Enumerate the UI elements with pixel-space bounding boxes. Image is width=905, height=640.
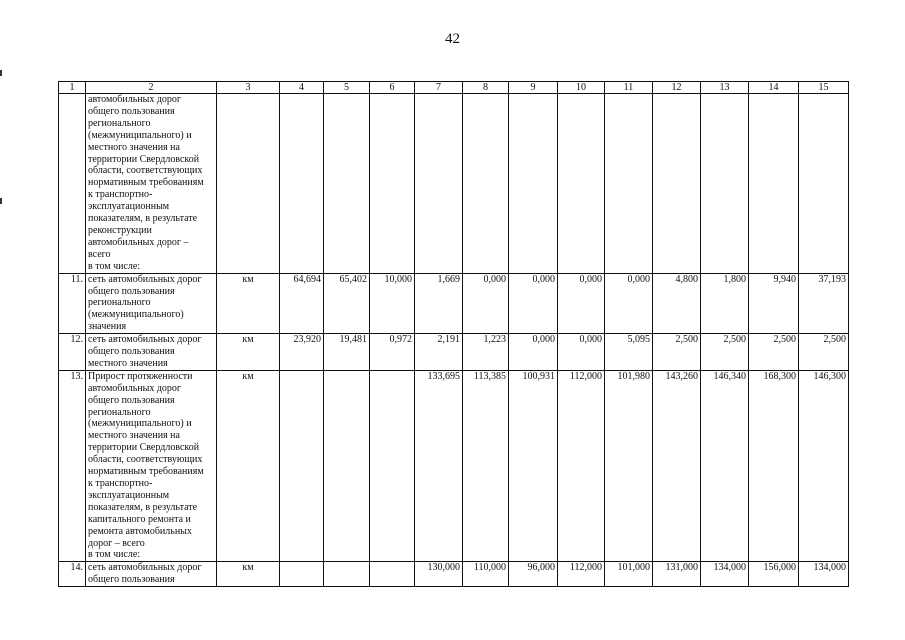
table-row bbox=[59, 334, 849, 371]
description-line: местного значения на bbox=[88, 141, 180, 153]
description-line: нормативным требованиям bbox=[88, 177, 204, 189]
row-description bbox=[86, 370, 217, 562]
row-description bbox=[86, 334, 217, 371]
description-line: к транспортно- bbox=[88, 478, 153, 489]
value-cell bbox=[799, 94, 849, 274]
unit-cell: км bbox=[217, 334, 280, 371]
value-cell: 4,800 bbox=[653, 273, 701, 334]
value-cell: 5,095 bbox=[605, 334, 653, 371]
unit-cell: км bbox=[217, 562, 280, 587]
unit-cell bbox=[217, 94, 280, 274]
description-line: сеть автомобильных дорог bbox=[88, 562, 202, 574]
value-cell: 112,000 bbox=[558, 562, 605, 587]
row-number: 11. bbox=[59, 273, 86, 334]
description-line: области, соответствующих bbox=[88, 454, 203, 466]
row-description bbox=[86, 94, 217, 274]
description-line: (межмуниципального) и bbox=[88, 418, 192, 430]
value-cell: 1,223 bbox=[463, 334, 509, 371]
description-line: общего пользования bbox=[88, 105, 175, 117]
value-cell: 0,000 bbox=[605, 273, 653, 334]
value-cell: 9,940 bbox=[749, 273, 799, 334]
description-line: в том числе: bbox=[88, 260, 141, 272]
value-cell: 146,340 bbox=[701, 370, 749, 562]
value-cell: 101,980 bbox=[605, 370, 653, 562]
value-cell bbox=[280, 562, 324, 587]
value-cell: 23,920 bbox=[280, 334, 324, 371]
row-number bbox=[59, 94, 86, 274]
description-line: области, соответствующих bbox=[88, 165, 203, 177]
table-row bbox=[59, 273, 849, 334]
page-number: 42 bbox=[445, 31, 460, 47]
value-cell: 10,000 bbox=[370, 273, 415, 334]
description-line: сеть автомобильных дорог bbox=[88, 273, 202, 285]
value-cell: 64,694 bbox=[280, 273, 324, 334]
value-cell bbox=[509, 94, 558, 274]
value-cell: 65,402 bbox=[324, 273, 370, 334]
column-header: 5 bbox=[324, 82, 370, 94]
value-cell: 112,000 bbox=[558, 370, 605, 562]
value-cell: 2,191 bbox=[415, 334, 463, 371]
description-line: Прирост протяженности bbox=[88, 370, 193, 382]
value-cell bbox=[605, 94, 653, 274]
value-cell: 143,260 bbox=[653, 370, 701, 562]
description-line: ремонта автомобильных bbox=[88, 525, 192, 537]
row-description bbox=[86, 273, 217, 334]
unit-cell: км bbox=[217, 273, 280, 334]
value-cell: 2,500 bbox=[653, 334, 701, 371]
unit-cell: км bbox=[217, 370, 280, 562]
description-line: (межмуниципального) bbox=[88, 309, 184, 321]
value-cell: 100,931 bbox=[509, 370, 558, 562]
row-number: 14. bbox=[59, 562, 86, 587]
value-cell: 1,669 bbox=[415, 273, 463, 334]
column-header: 13 bbox=[701, 82, 749, 94]
column-header: 10 bbox=[558, 82, 605, 94]
value-cell: 0,000 bbox=[558, 334, 605, 371]
column-header: 7 bbox=[415, 82, 463, 94]
value-cell: 110,000 bbox=[463, 562, 509, 587]
value-cell: 19,481 bbox=[324, 334, 370, 371]
column-header: 4 bbox=[280, 82, 324, 94]
data-table bbox=[58, 81, 849, 587]
row-number: 13. bbox=[59, 370, 86, 562]
value-cell bbox=[370, 94, 415, 274]
value-cell bbox=[415, 94, 463, 274]
value-cell bbox=[653, 94, 701, 274]
column-header: 1 bbox=[59, 82, 86, 94]
value-cell: 96,000 bbox=[509, 562, 558, 587]
row-number: 12. bbox=[59, 334, 86, 371]
value-cell bbox=[280, 94, 324, 274]
description-line: территории Свердловской bbox=[88, 153, 200, 165]
value-cell: 2,500 bbox=[749, 334, 799, 371]
description-line: к транспортно- bbox=[88, 189, 153, 201]
value-cell bbox=[324, 562, 370, 587]
value-cell bbox=[463, 94, 509, 274]
value-cell: 1,800 bbox=[701, 273, 749, 334]
column-header: 8 bbox=[463, 82, 509, 94]
description-line: автомобильных дорог bbox=[88, 94, 182, 105]
value-cell bbox=[324, 370, 370, 562]
description-line: сеть автомобильных дорог bbox=[88, 334, 202, 346]
table-row bbox=[59, 370, 849, 562]
description-line: автомобильных дорог bbox=[88, 382, 182, 394]
description-line: общего пользования bbox=[88, 346, 175, 358]
value-cell: 0,000 bbox=[509, 334, 558, 371]
description-line: регионального bbox=[88, 297, 151, 309]
description-line: автомобильных дорог – bbox=[88, 236, 189, 248]
table-row bbox=[59, 562, 849, 587]
description-line: значения bbox=[88, 321, 127, 333]
description-line: реконструкции bbox=[88, 224, 152, 236]
value-cell: 134,000 bbox=[799, 562, 849, 587]
column-header: 3 bbox=[217, 82, 280, 94]
value-cell: 134,000 bbox=[701, 562, 749, 587]
column-header: 2 bbox=[86, 82, 217, 94]
value-cell: 113,385 bbox=[463, 370, 509, 562]
description-line: в том числе: bbox=[88, 549, 141, 561]
header-row bbox=[59, 82, 849, 94]
value-cell: 133,695 bbox=[415, 370, 463, 562]
description-line: местного значения на bbox=[88, 430, 180, 442]
description-line: всего bbox=[88, 248, 111, 260]
value-cell: 146,300 bbox=[799, 370, 849, 562]
description-line: показателям, в результате bbox=[88, 501, 198, 513]
value-cell bbox=[749, 94, 799, 274]
description-line: нормативным требованиям bbox=[88, 466, 204, 478]
column-header: 9 bbox=[509, 82, 558, 94]
value-cell: 168,300 bbox=[749, 370, 799, 562]
description-line: регионального bbox=[88, 406, 151, 418]
scan-mark bbox=[0, 198, 2, 204]
value-cell bbox=[324, 94, 370, 274]
description-line: территории Свердловской bbox=[88, 442, 200, 454]
value-cell: 37,193 bbox=[799, 273, 849, 334]
column-header: 15 bbox=[799, 82, 849, 94]
description-line: общего пользования bbox=[88, 574, 175, 586]
scan-mark bbox=[0, 70, 2, 76]
description-line: капитального ремонта и bbox=[88, 513, 191, 525]
value-cell bbox=[370, 370, 415, 562]
value-cell bbox=[280, 370, 324, 562]
table-row bbox=[59, 94, 849, 274]
description-line: местного значения bbox=[88, 357, 168, 369]
description-line: эксплуатационным bbox=[88, 201, 170, 213]
column-header: 11 bbox=[605, 82, 653, 94]
row-description bbox=[86, 562, 217, 587]
column-header: 12 bbox=[653, 82, 701, 94]
description-line: показателям, в результате bbox=[88, 213, 198, 225]
value-cell: 131,000 bbox=[653, 562, 701, 587]
value-cell bbox=[701, 94, 749, 274]
value-cell bbox=[558, 94, 605, 274]
value-cell bbox=[370, 562, 415, 587]
description-line: дорог – всего bbox=[88, 537, 145, 549]
description-line: эксплуатационным bbox=[88, 489, 170, 501]
description-line: (межмуниципального) и bbox=[88, 129, 192, 141]
value-cell: 0,000 bbox=[558, 273, 605, 334]
column-header: 14 bbox=[749, 82, 799, 94]
description-line: общего пользования bbox=[88, 394, 175, 406]
value-cell: 156,000 bbox=[749, 562, 799, 587]
description-line: регионального bbox=[88, 117, 151, 129]
value-cell: 101,000 bbox=[605, 562, 653, 587]
value-cell: 0,000 bbox=[509, 273, 558, 334]
column-header: 6 bbox=[370, 82, 415, 94]
value-cell: 2,500 bbox=[701, 334, 749, 371]
value-cell: 130,000 bbox=[415, 562, 463, 587]
value-cell: 2,500 bbox=[799, 334, 849, 371]
description-line: общего пользования bbox=[88, 285, 175, 297]
value-cell: 0,972 bbox=[370, 334, 415, 371]
value-cell: 0,000 bbox=[463, 273, 509, 334]
